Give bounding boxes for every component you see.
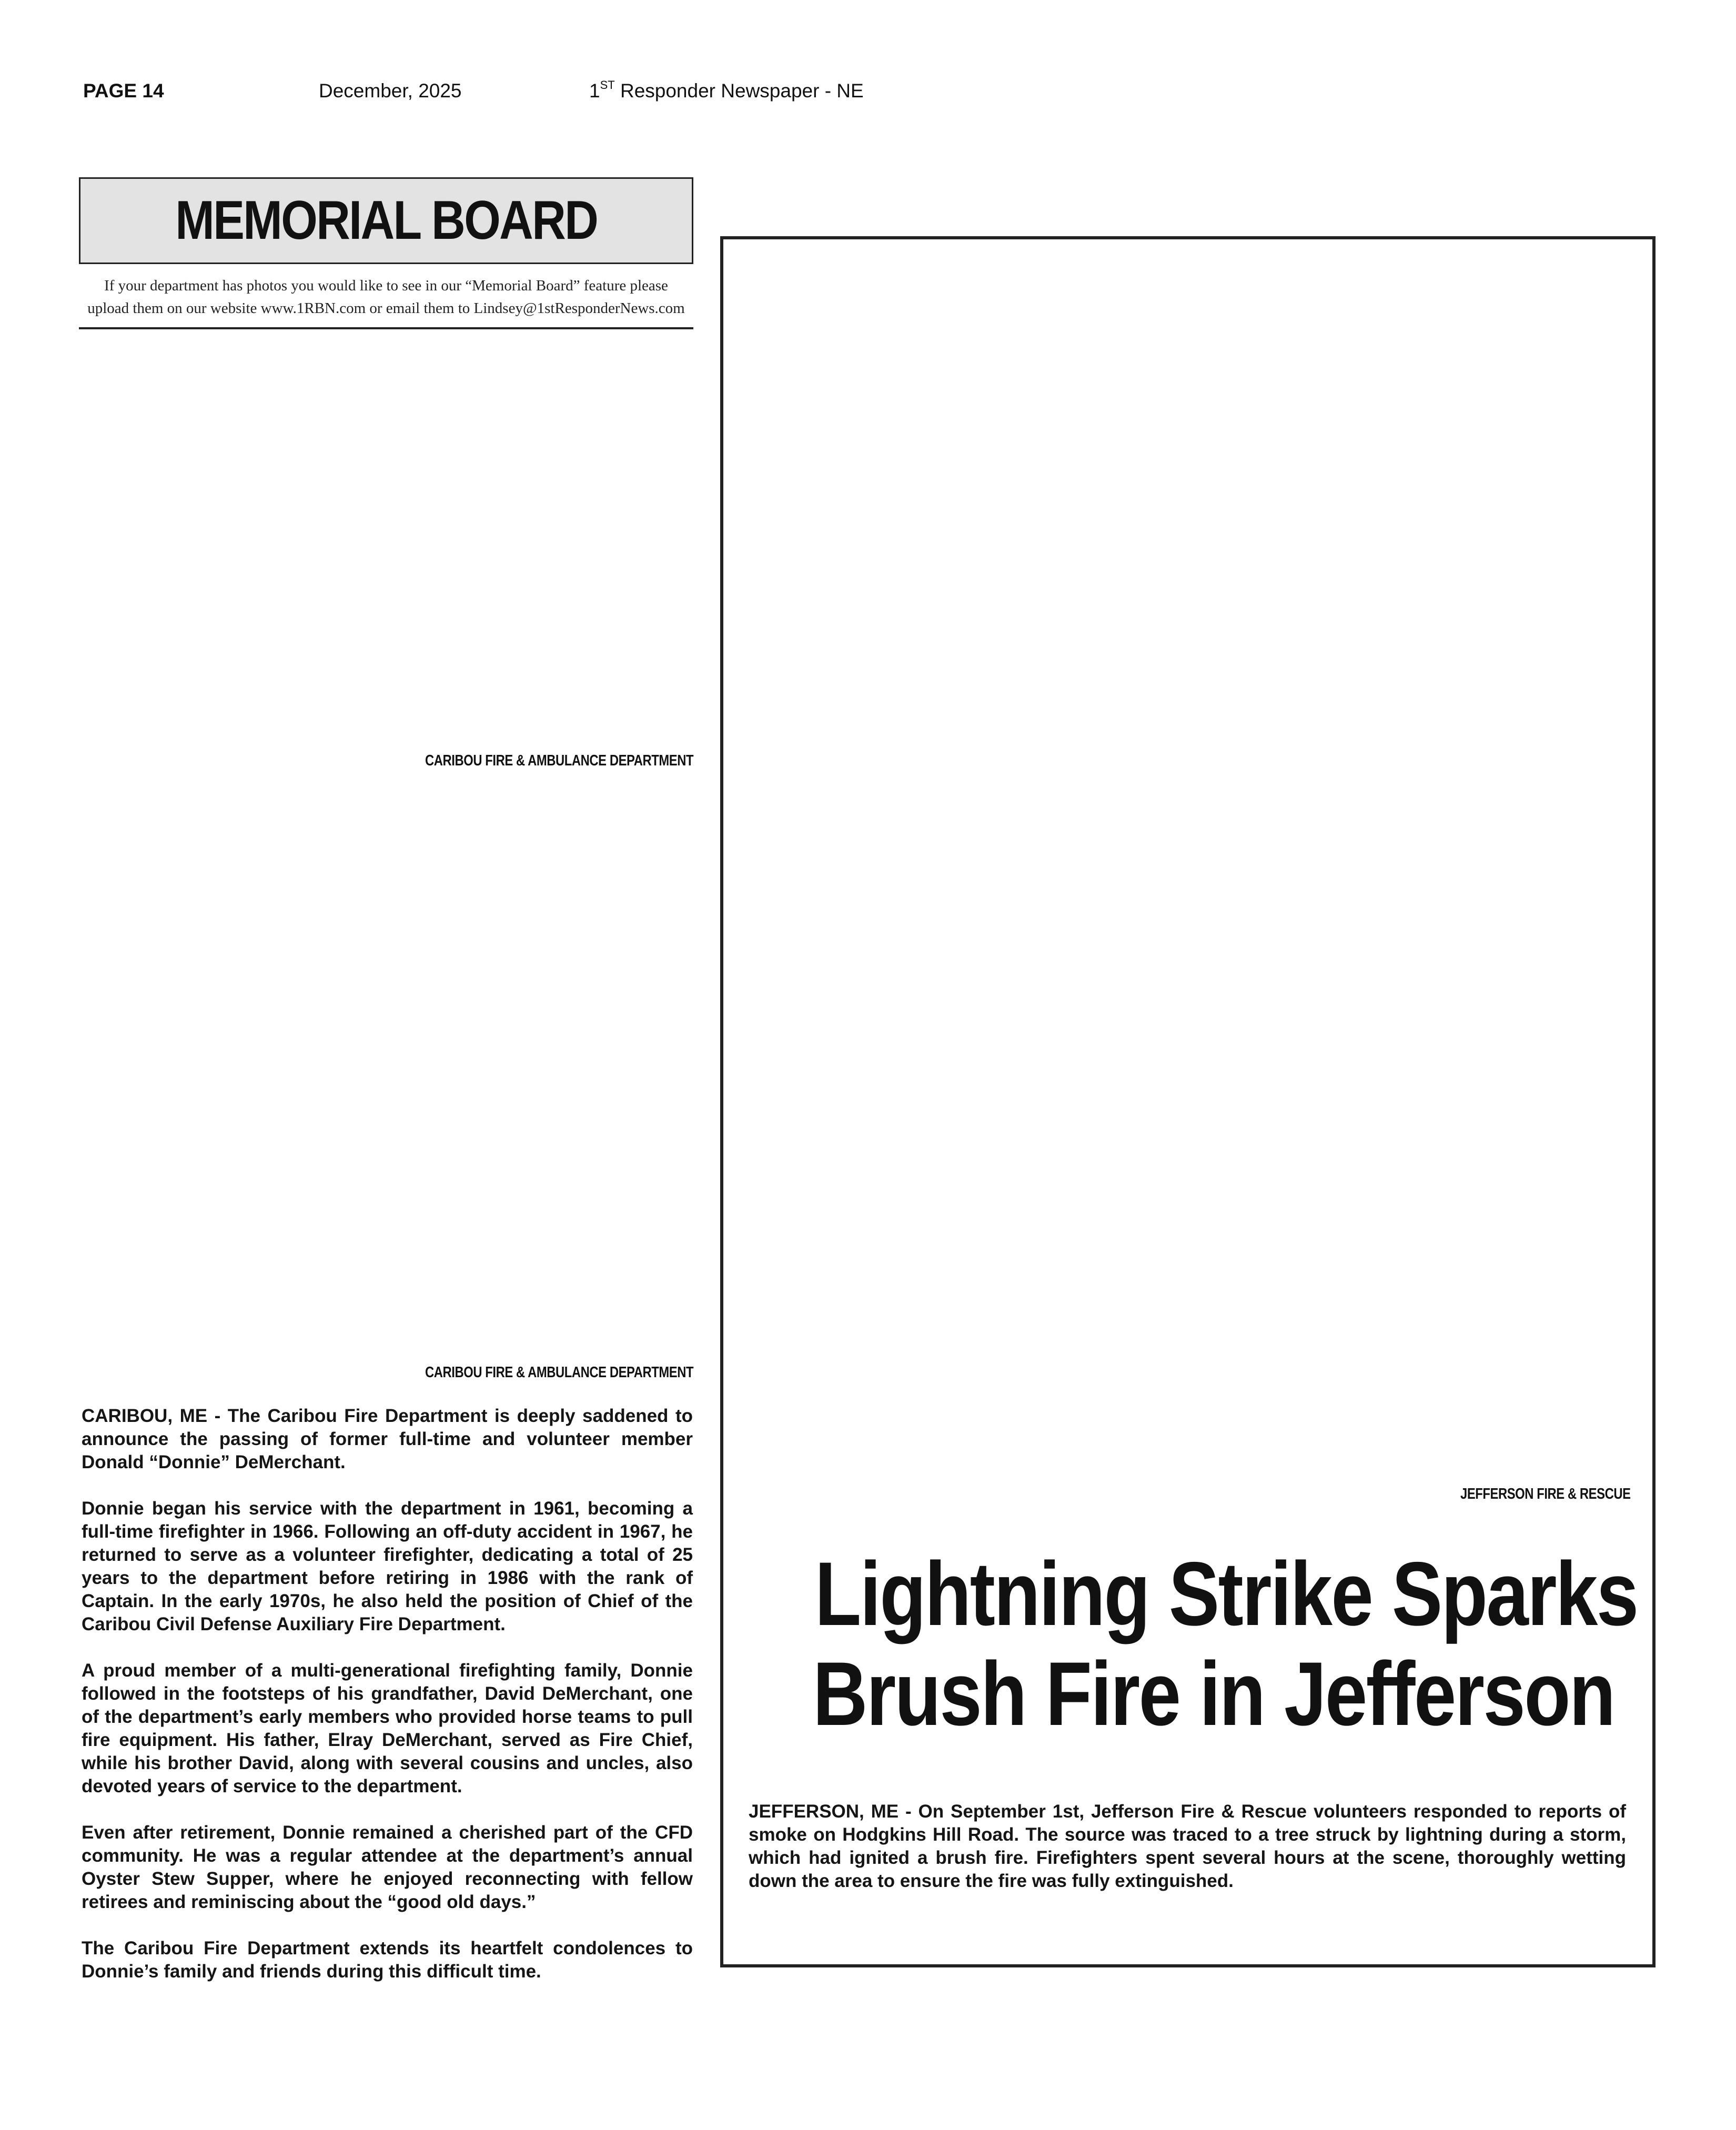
photo-caption-jefferson: JEFFERSON FIRE & RESCUE (1460, 1486, 1631, 1502)
issue-date: December, 2025 (319, 80, 462, 102)
caribou-obituary-article (82, 1405, 693, 2006)
headline-line-2: Brush Fire in Jefferson (813, 1643, 1614, 1744)
memorial-board-note-line1: If your department has photos you would like to see in our “Memorial Board” feature please (104, 277, 668, 294)
jefferson-article (749, 1800, 1626, 1893)
photo-caption-caribou-2: CARIBOU FIRE & AMBULANCE DEPARTMENT (425, 1364, 693, 1381)
section-divider (79, 327, 693, 329)
memorial-board-note-line2: upload them on our website www.1RBN.com or email them to Lindsey@1stResponderNews.com (87, 300, 685, 317)
memorial-board-title: MEMORIAL BOARD (175, 190, 597, 251)
photo-caption-caribou-1: CARIBOU FIRE & AMBULANCE DEPARTMENT (425, 752, 693, 769)
article-paragraph: Donnie began his service with the department in 1961, becoming a full-time firefighter in 1966. Following an off-duty accident in 1967, he returned to serve as a volunteer firefighter, dedicating a total of 25 years to the department before retiring in 1986 with the rank of Captain. In the early 1970s, he also held the position of Chief of the Caribou Civil Defense Auxiliary Fire Department. (82, 1498, 693, 1634)
newspaper-name-superscript: ST (600, 78, 615, 92)
newspaper-name-prefix: 1 (589, 80, 600, 102)
memorial-board-banner (79, 177, 693, 264)
page-number: PAGE 14 (83, 80, 164, 102)
article-paragraph: JEFFERSON, ME - On September 1st, Jefferson Fire & Rescue volunteers responded to reports of smoke on Hodgkins Hill Road. The source was traced to a tree struck by lightning during a storm, which had ignited a brush fire. Firefighters spent several hours at the scene, thoroughly wetting down the area to ensure the fire was fully extinguished. (749, 1801, 1626, 1891)
article-paragraph: The Caribou Fire Department extends its heartfelt condolences to Donnie’s family and friends during this difficult time. (82, 1938, 693, 1982)
newspaper-name-rest: Responder Newspaper - NE (614, 80, 864, 102)
article-paragraph: A proud member of a multi-generational firefighting family, Donnie followed in the footsteps of his grandfather, David DeMerchant, one of the department’s early members who provided horse teams to pull fire equipment. His father, Elray DeMerchant, served as Fire Chief, while his brother David, along with several cousins and uncles, also devoted years of service to the department. (82, 1660, 693, 1796)
article-paragraph: CARIBOU, ME - The Caribou Fire Department is deeply saddened to announce the passing of former full-time and volunteer member Donald “Donnie” DeMerchant. (82, 1406, 693, 1472)
jefferson-headline (736, 1544, 1639, 1744)
headline-line-1: Lightning Strike Sparks (814, 1543, 1638, 1644)
article-paragraph: Even after retirement, Donnie remained a cherished part of the CFD community. He was a regular attendee at the department’s annual Oyster Stew Supper, where he enjoyed reconnecting with fellow retirees and reminiscing about the “good old days.” (82, 1822, 693, 1912)
memorial-board-note (79, 275, 693, 320)
newspaper-name (589, 80, 864, 102)
